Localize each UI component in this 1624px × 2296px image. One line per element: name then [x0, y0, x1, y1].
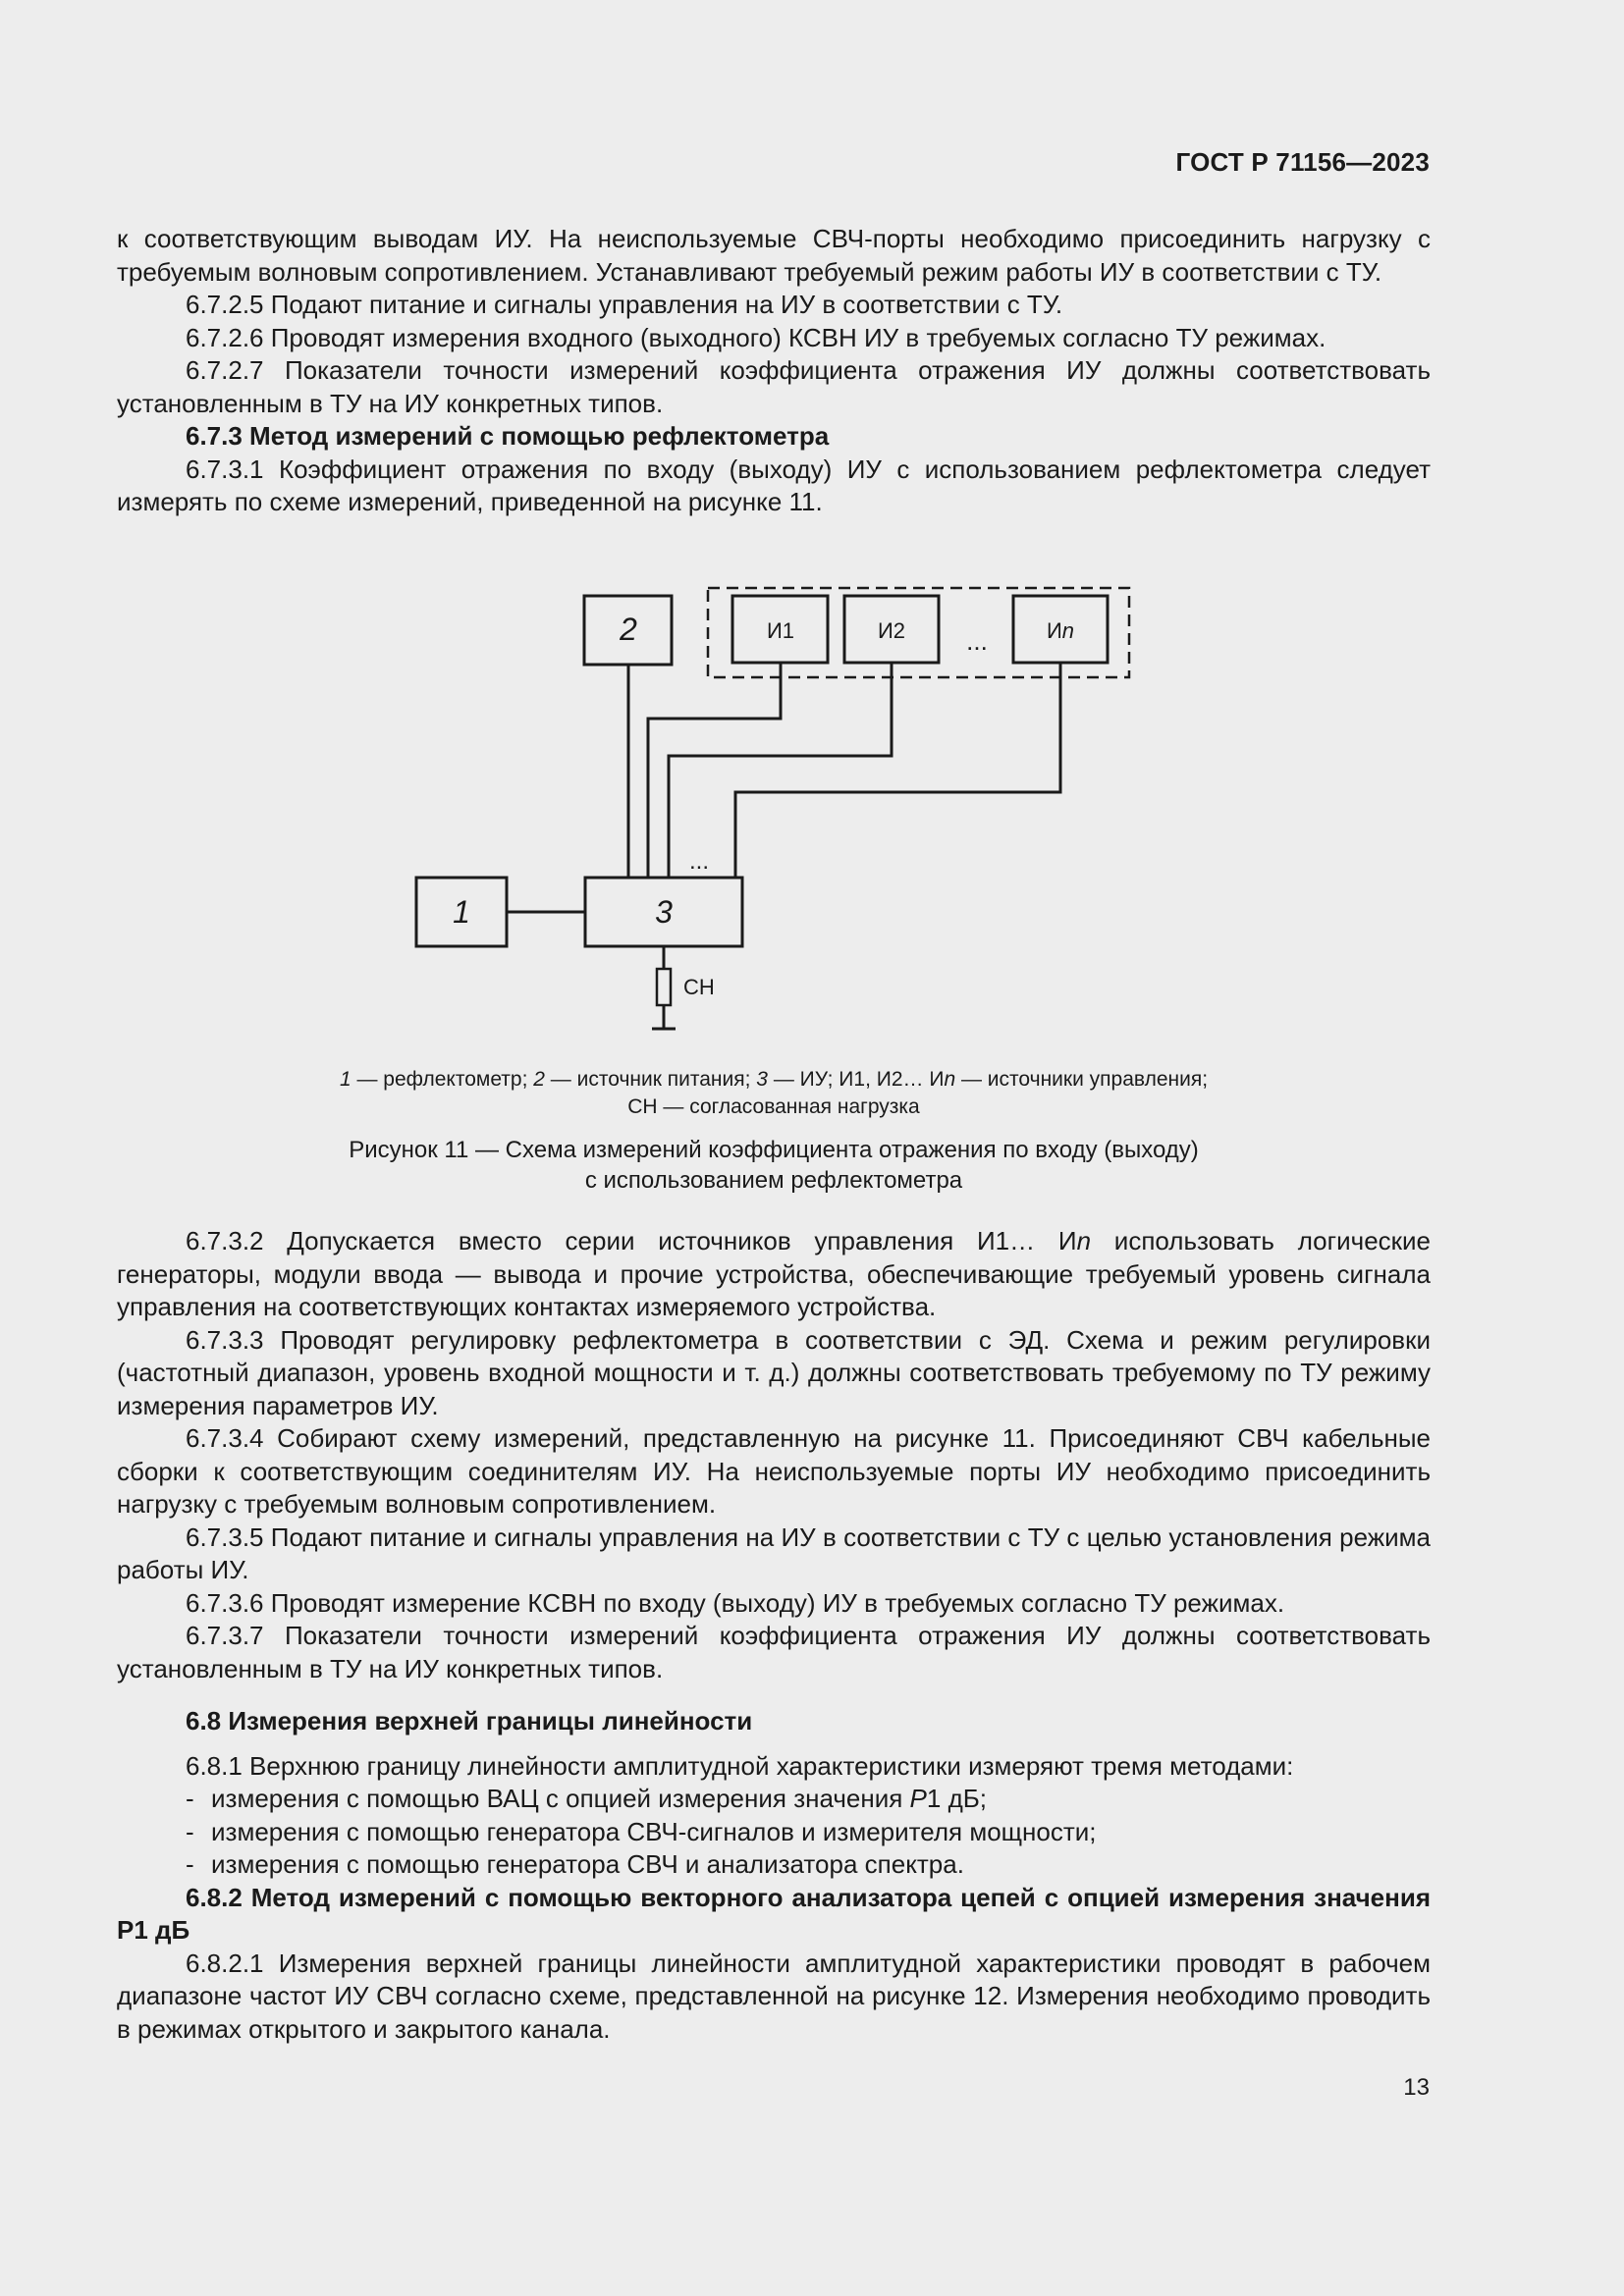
paragraph: к соответствующим выводам ИУ. На неиспользуемые СВЧ-порты необходимо присоединить нагрузку с требуемым волновым сопротивлением. Устанавливают требуемый режим работы ИУ в соответствии с ТУ. — [117, 224, 1431, 287]
figure-caption — [117, 1135, 1431, 1196]
paragraph: 6.7.3.2 Допускается вместо серии источников управления И1… Иn использовать логические генераторы, модули ввода — вывода и прочие устройства, обеспечивающие требуемый уровень сигнала управления на соответствующих контактах измеряемого устройства. — [117, 1226, 1432, 1321]
device-under-test-label: 3 — [655, 894, 673, 930]
paragraph: 6.7.3.6 Проводят измерение КСВН по входу (выходу) ИУ в требуемых согласно ТУ режимах. — [186, 1587, 1285, 1618]
paragraph: 6.7.2.6 Проводят измерения входного (выходного) КСВН ИУ в требуемых согласно ТУ режимах. — [186, 322, 1326, 352]
caption-line-2: с использованием рефлектометра — [584, 1167, 963, 1194]
paragraph: 6.7.2.7 Показатели точности измерений коэффициента отражения ИУ должны соответствовать установленным в ТУ на ИУ конкретных типов. — [117, 355, 1431, 418]
paragraph: 6.7.3.3 Проводят регулировку рефлектометра в соответствии с ЭД. Схема и режим регулировки (частотный диапазон, уровень входной мощности и т. д.) должны соответствовать требуемому по ТУ режиму измерения параметров ИУ. — [117, 1324, 1431, 1420]
page-number: 13 — [1403, 2074, 1430, 2101]
control-source-n-label: Иn — [1046, 618, 1075, 643]
control-n-link — [735, 663, 1060, 878]
paragraph: 6.7.2.5 Подают питание и сигналы управления на ИУ в соответствии с ТУ. — [186, 290, 1063, 319]
reflectometer-label: 1 — [453, 894, 470, 930]
section-heading: 6.7.3 Метод измерений с помощью рефлектометра — [186, 421, 830, 451]
paragraph: 6.7.3.1 Коэффициент отражения по входу (выходу) ИУ с использованием рефлектометра следует измерять по схеме измерений, приведенной на рисунке 11. — [117, 454, 1431, 516]
list-item: - измерения с помощью ВАЦ с опцией измерения значения Р1 дБ; — [186, 1784, 988, 1813]
section-heading: 6.8 Измерения верхней границы линейности — [186, 1706, 753, 1735]
paragraph: 6.7.3.7 Показатели точности измерений коэффициента отражения ИУ должны соответствовать установленным в ТУ на ИУ конкретных типов. — [117, 1621, 1431, 1683]
section-heading: 6.8.2 Метод измерений с помощью векторного анализатора цепей с опцией измерения значения Р1 дБ — [117, 1882, 1431, 1945]
control-source-2-label: И2 — [877, 618, 906, 643]
measurement-scheme — [393, 579, 1159, 1050]
legend-line-1: 1 — рефлектометр; 2 — источник питания; 3 — ИУ; И1, И2… Иn — источники управления; — [339, 1068, 1209, 1091]
paragraph: 6.8.1 Верхнюю границу линейности амплитудной характеристики измеряют тремя методами: — [186, 1750, 1294, 1781]
legend-line-2: СН — согласованная нагрузка — [627, 1095, 920, 1118]
list-item: - измерения с помощью генератора СВЧ-сигналов и измерителя мощности; — [186, 1816, 1097, 1846]
paragraph: 6.8.2.1 Измерения верхней границы линейности амплитудной характеристики проводят в рабочем диапазоне частот ИУ СВЧ согласно схеме, представленной на рисунке 12. Измерения необходимо проводить в режимах открытого и закрытого канала. — [117, 1948, 1431, 2044]
power-source-label: 2 — [620, 612, 637, 647]
text-block-bottom — [117, 1225, 1431, 2046]
paragraph: 6.7.3.5 Подают питание и сигналы управления на ИУ в соответствии с ТУ с целью установления режима работы ИУ. — [117, 1522, 1431, 1584]
list-item: - измерения с помощью генератора СВЧ и анализатора спектра. — [186, 1849, 964, 1879]
control-source-1-label: И1 — [766, 618, 795, 643]
figure-legend — [117, 1066, 1431, 1121]
figure-11-diagram — [393, 579, 1159, 1050]
paragraph: 6.7.3.4 Собирают схему измерений, представленную на рисунке 11. Присоединяют СВЧ кабельные сборки к соответствующим соединителям ИУ. На неиспользуемые порты ИУ необходимо присоединить нагрузку с требуемым волновым сопротивлением. — [117, 1423, 1431, 1519]
matched-load-resistor — [657, 969, 671, 1005]
links-ellipsis: ... — [688, 848, 710, 875]
sources-ellipsis: ... — [966, 626, 988, 656]
caption-line-1: Рисунок 11 — Схема измерений коэффициента отражения по входу (выходу) — [349, 1137, 1199, 1163]
document-number: ГОСТ Р 71156—2023 — [1175, 147, 1430, 177]
text-block-top — [117, 223, 1431, 519]
matched-load-label: СН — [683, 975, 715, 999]
